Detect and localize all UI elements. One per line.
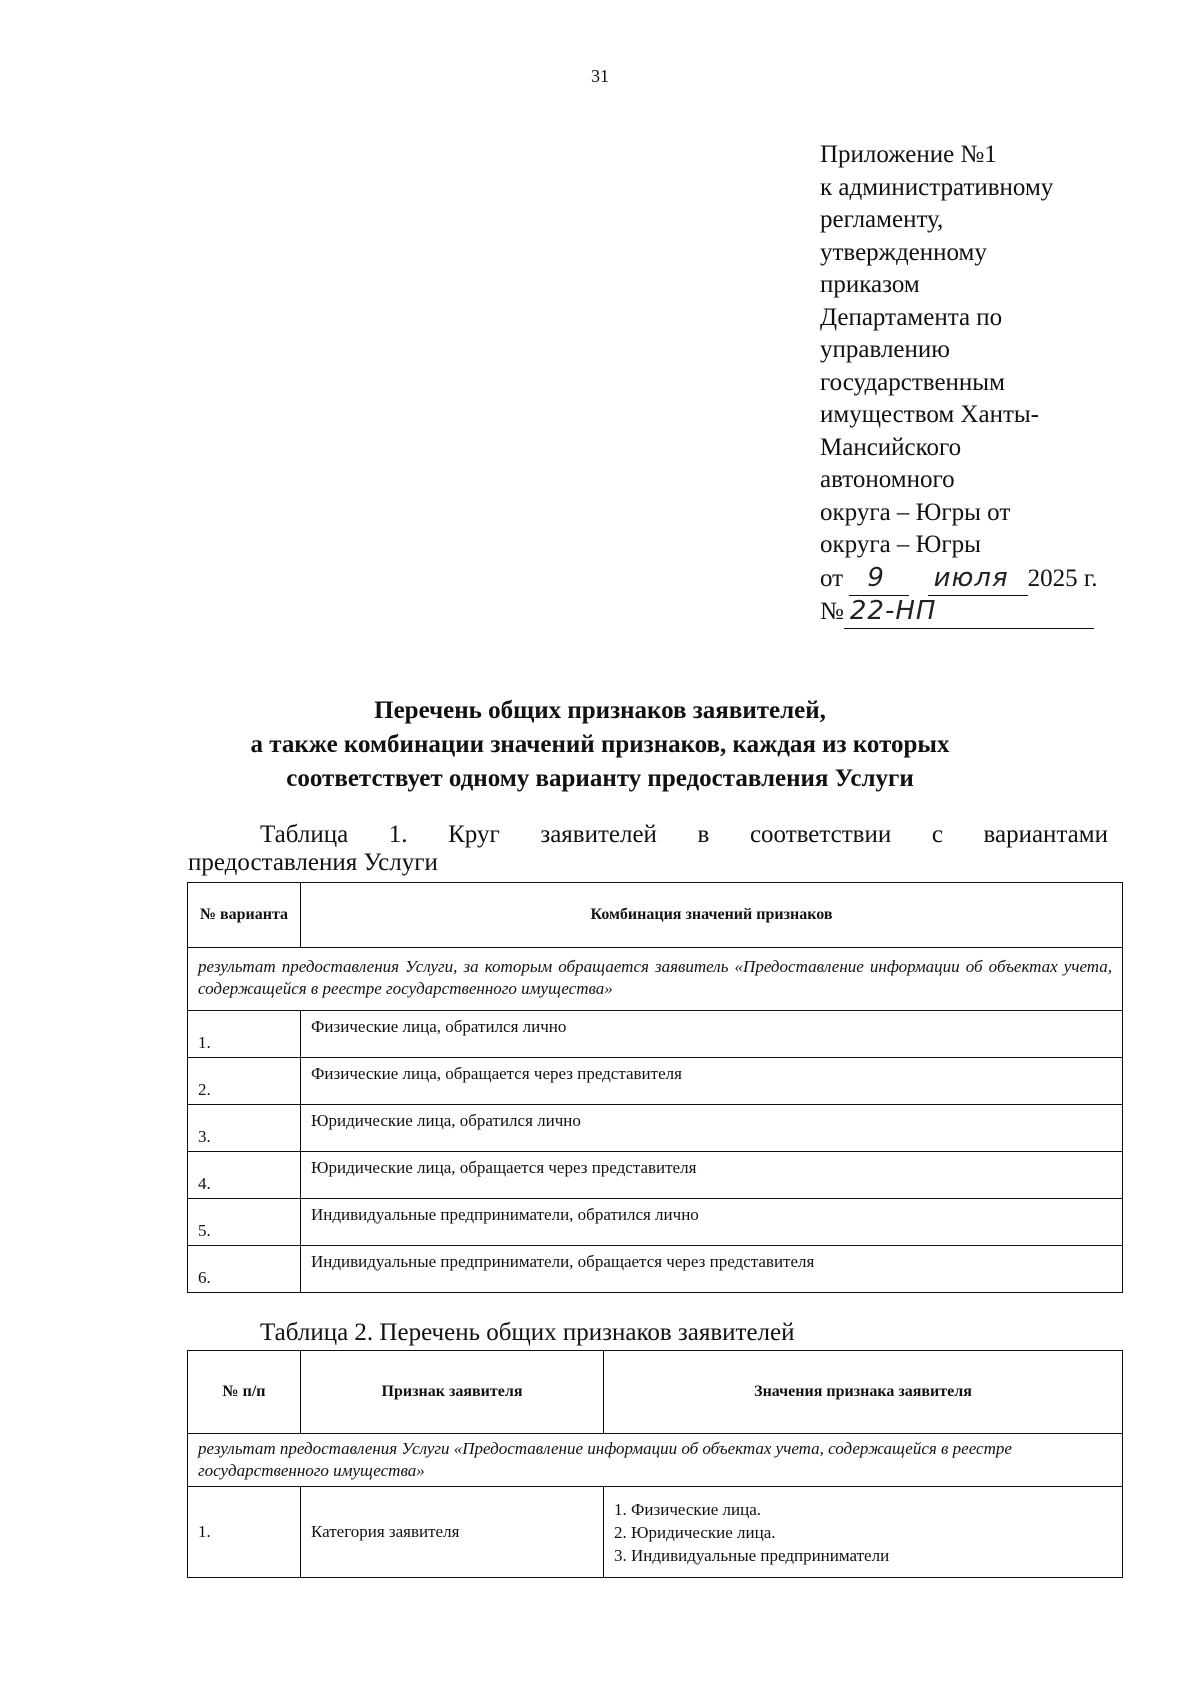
title-line: соответствует одному варианту предоставления Услуги [286, 765, 914, 792]
table-row [188, 1011, 1123, 1058]
annex-line: Приложение №1 [820, 141, 997, 168]
attributes-table [187, 1350, 1123, 1578]
caption-word: вариантами [983, 821, 1108, 848]
variant-number: 5. [188, 1199, 301, 1246]
table2-caption: Таблица 2. Перечень общих признаков заявителей [260, 1319, 795, 1346]
header-combination: Комбинация значений признаков [301, 883, 1123, 948]
table-group-row [188, 1434, 1123, 1487]
caption-word: 1. [388, 821, 408, 848]
table-header-row [188, 883, 1123, 948]
date-day-blank [849, 563, 909, 596]
variant-number: 2. [188, 1058, 301, 1105]
attribute-values [604, 1487, 1123, 1578]
annex-line: утвержденному [820, 238, 987, 266]
header-variant-number: № варианта [188, 883, 301, 948]
attribute-name: Категория заявителя [301, 1487, 604, 1578]
date-year: 2025 г. [1027, 565, 1098, 592]
table-row [188, 1246, 1123, 1293]
header-attribute: Признак заявителя [301, 1351, 604, 1434]
attribute-value: 3. Индивидуальные предприниматели [614, 1545, 890, 1565]
annex-line: управлению [820, 336, 950, 363]
table-row [188, 1199, 1123, 1246]
variant-number: 6. [188, 1246, 301, 1293]
header-values: Значения признака заявителя [604, 1351, 1123, 1434]
annex-line: к административному [820, 173, 1054, 201]
variant-value: Юридические лица, обратился лично [301, 1105, 1123, 1152]
page-number: 31 [591, 66, 609, 86]
annex-line: государственным [820, 368, 1005, 396]
date-month-blank [928, 563, 1028, 596]
attribute-value: 1. Физические лица. [614, 1499, 762, 1519]
annex-line: Департамента по [820, 303, 1003, 331]
number-handwritten: 22-НП [849, 596, 937, 626]
variant-number: 4. [188, 1152, 301, 1199]
caption-word: Таблица [260, 821, 349, 848]
order-date [820, 563, 1098, 596]
annex-line: автономного [820, 466, 955, 493]
table-row [188, 1105, 1123, 1152]
annex-line: округа – Югры [820, 531, 981, 558]
annex-line: имуществом Ханты- [820, 401, 1039, 428]
variant-number: 1. [188, 1011, 301, 1058]
annex-line: Мансийского [820, 433, 962, 461]
table-header-row [188, 1351, 1123, 1434]
caption-word: соответствии [749, 821, 892, 848]
variant-value: Индивидуальные предприниматели, обратился лично [301, 1199, 1123, 1246]
variants-table [187, 882, 1123, 1293]
title-line: а также комбинации значений признаков, каждая из которых [250, 731, 950, 758]
annex-line: регламенту, [820, 206, 944, 233]
number-prefix: № [820, 598, 844, 625]
variant-number: 3. [188, 1105, 301, 1152]
table-row [188, 1058, 1123, 1105]
table-row [188, 1152, 1123, 1199]
variant-value: Юридические лица, обращается через представителя [301, 1152, 1123, 1199]
annex-line: приказом [820, 271, 920, 298]
caption-word: заявителей [540, 821, 657, 848]
table1-caption [188, 821, 1108, 877]
attribute-value: 2. Юридические лица. [614, 1522, 776, 1542]
number-blank [844, 596, 1094, 629]
date-day-handwritten: 9 [867, 563, 885, 593]
row-number: 1. [188, 1487, 301, 1578]
group-label: результат предоставления Услуги «Предоставление информации об объектах учета, содержащейся в реестре государственного имущества» [188, 1434, 1123, 1487]
caption-word: с [931, 821, 943, 848]
group-label: результат предоставления Услуги, за которым обращается заявитель «Предоставление информации об объектах учета, содержащейся в реестре государственного имущества» [188, 948, 1123, 1011]
title-line: Перечень общих признаков заявителей, [374, 697, 826, 724]
table-group-row [188, 948, 1123, 1011]
header-row-number: № п/п [188, 1351, 301, 1434]
annex-block [820, 139, 1120, 626]
variant-value: Физические лица, обратился лично [301, 1011, 1123, 1058]
caption-line2: предоставления Услуги [188, 849, 438, 876]
document-title [0, 694, 1200, 796]
date-month-handwritten: июля [933, 563, 1009, 593]
variant-value: Индивидуальные предприниматели, обращается через представителя [301, 1246, 1123, 1293]
date-prefix: от [820, 565, 844, 592]
caption-word: в [697, 821, 710, 848]
table-row [188, 1487, 1123, 1578]
variant-value: Физические лица, обращается через представителя [301, 1058, 1123, 1105]
annex-line: округа – Югры от [820, 498, 1011, 526]
caption-word: Круг [448, 821, 500, 848]
order-number [820, 596, 1094, 629]
